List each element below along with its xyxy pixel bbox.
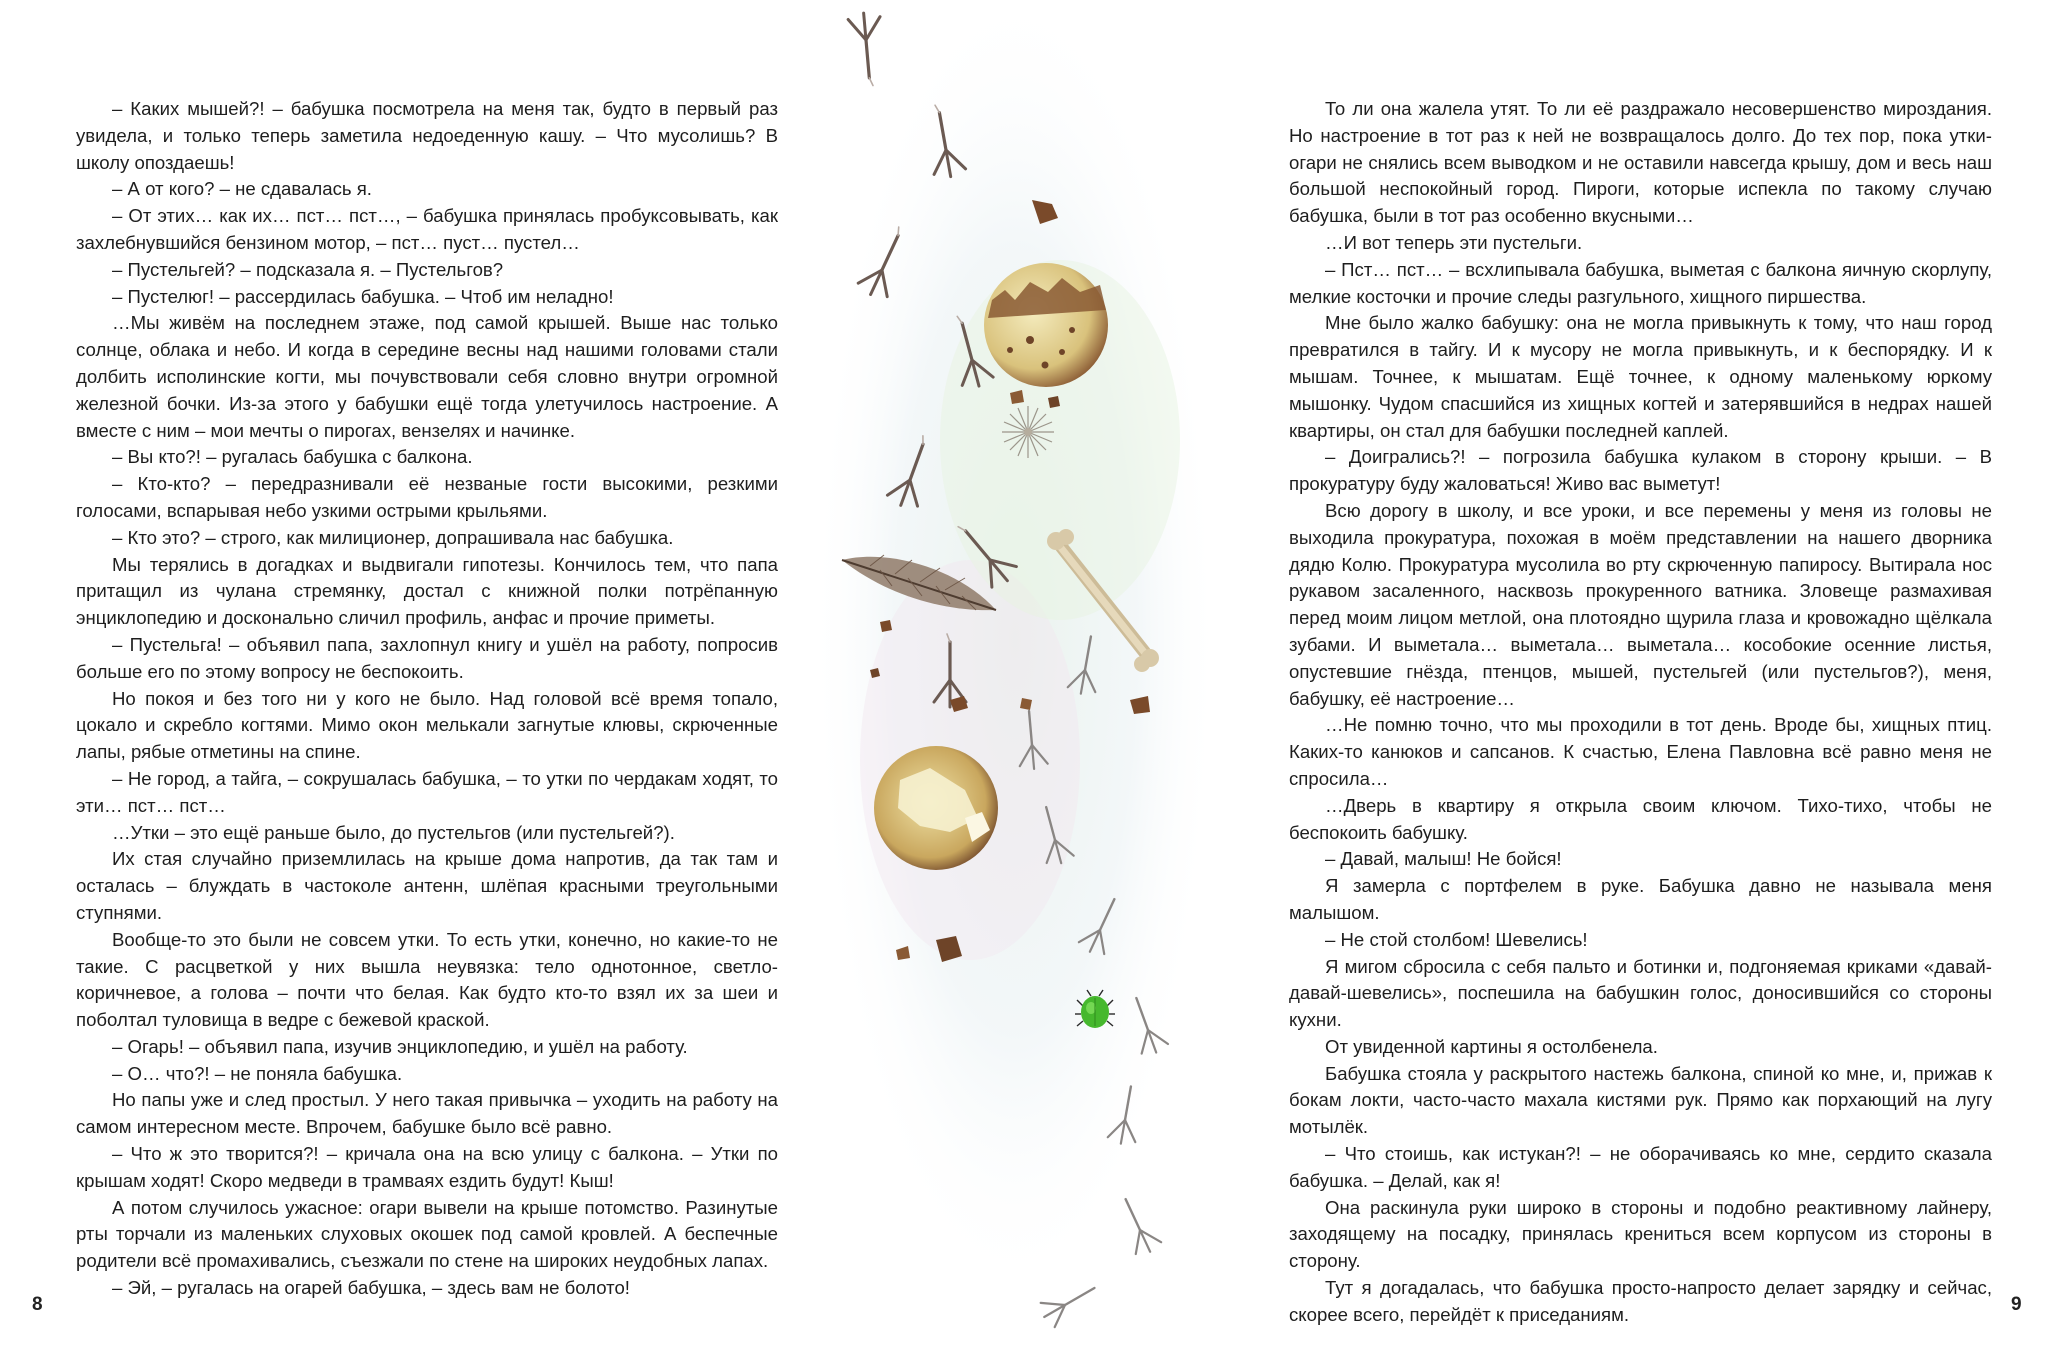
paragraph: – Пустелюг! – рассердилась бабушка. – Чтоб им неладно! [112,285,614,307]
paragraph: – Пустельга! – объявил папа, захлопнул книгу и ушёл на работу, попросив больше его по этому вопросу не беспокоить. [76,633,778,682]
paragraph: Но покоя и без того ни у кого не было. Над головой всё время топало, цокало и скребло когтями. Мимо окон мелькали загнутые клювы, скрюченные лапы, рябые отметины на спине. [76,687,778,763]
paragraph: – Огарь! – объявил папа, изучив энциклопедию, и ушёл на работу. [112,1035,688,1057]
illustration [800,0,1260,1351]
paragraph: – Давай, малыш! Не бойся! [1325,848,1562,870]
paragraph: – Что стоишь, как истукан?! – не оборачиваясь ко мне, сердито сказала бабушка. – Делай, как я! [1289,1143,1992,1191]
paragraph: – Кто-кто? – передразнивали её незваные гости высокими, резкими голосами, вспарывая небо узкими острыми крыльями. [76,473,778,521]
left-page-text [76,96,778,1302]
page-number-left: 8 [32,1294,43,1315]
paragraph: – Пустельгей? – подсказала я. – Пустельгов? [112,258,504,280]
paragraph: – От этих… как их… пст… пст…, – бабушка принялась пробуксовывать, как захлебнувшийся бензином мотор, – пст… пуст… пустел… [76,205,778,253]
page-number-right: 9 [2011,1294,2022,1315]
right-page-text [1289,96,1992,1329]
paragraph: …Утки – это ещё раньше было, до пустельгов (или пустельгей?). [112,821,675,843]
paragraph: Она раскинула руки широко в стороны и подобно реактивному лайнеру, заходящему на посадку, принялась крениться всем корпусом из стороны в сторону. [1289,1196,1992,1272]
paragraph: – О… что?! – не поняла бабушка. [112,1062,403,1084]
paragraph: …Дверь в квартиру я открыла своим ключом. Тихо-тихо, чтобы не беспокоить бабушку. [1289,794,1992,843]
paragraph: Их стая случайно приземлилась на крыше дома напротив, да так там и осталась – блуждать в частоколе антенн, шлёпая красными треугольными ступнями. [76,848,778,923]
paragraph: – Доигрались?! – погрозила бабушка кулаком в сторону крыши. – В прокуратуру буду жаловаться! Живо вас выметут! [1289,446,1992,495]
paragraph: – Не город, а тайга, – сокрушалась бабушка, – то утки по чердакам ходят, то эти… пст… пст… [76,767,778,816]
paragraph: А потом случилось ужасное: огари вывели на крыше потомство. Разинутые рты торчали из маленьких слуховых окошек под самой кровлей. А беспечные родители всё промахивались, съезжали по стене на широких неудобных лапах. [76,1196,778,1272]
paragraph: – Эй, – ругалась на огарей бабушка, – здесь вам не болото! [112,1277,630,1299]
paragraph: Вообще-то это были не совсем утки. То есть утки, конечно, но какие-то не такие. С расцветкой у них вышла неувязка: тело однотонное, светло-коричневое, а голова – почти что белая. Как будто кто-то взял их за шеи и поболтал туловища в ведре с бежевой краской. [76,928,778,1031]
paragraph: Тут я догадалась, что бабушка просто-напросто делает зарядку и сейчас, скорее всего, перейдёт к приседаниям. [1289,1277,1992,1325]
paragraph: …Мы живём на последнем этаже, под самой крышей. Выше нас только солнце, облака и небо. И когда в середине весны над нашими головами стали долбить исполинские когти, мы почувствовали себя словно внутри огромной железной бочки. Из-за этого у бабушки ещё тогда улетучилось настроение. А вместе с ним – мои мечты о пирогах, вензелях и начинке. [76,312,778,441]
paragraph: – Вы кто?! – ругалась бабушка с балкона. [112,446,473,468]
paragraph: – Кто это? – строго, как милиционер, допрашивала нас бабушка. [112,526,674,548]
paragraph: Всю дорогу в школу, и все уроки, и все перемены у меня из головы не выходила прокуратура, похожая в моём представлении на нашего дворника дядю Колю. Прокуратура мусолила во рту скрюченную папиросу. Вытирала нос рукавом засаленного, насквозь прокуренного ватника. Зловеще размахивая перед моим лицом метлой, она плотоядно щурила глаза и кровожадно щёлкала зубами. И выметала… выметала… выметала… кособокие осенние листья, опустевшие гнёзда, птенцов, мышей, пустельгей (или пустельгов?), меня, бабушку, её настроение… [1289,499,1992,709]
paragraph: – Каких мышей?! – бабушка посмотрела на меня так, будто в первый раз увидела, и только теперь заметила недоеденную кашу. – Что мусолишь? В школу опоздаешь! [76,98,778,173]
paragraph: Я замерла с портфелем в руке. Бабушка давно не называла меня малышом. [1289,875,1992,923]
paragraph: Я мигом сбросила с себя пальто и ботинки и, подгоняемая криками «давай-давай-шевелись», поспешила на бабушкин голос, доносившийся со стороны кухни. [1289,955,1992,1031]
paragraph: От увиденной картины я остолбенела. [1325,1035,1658,1057]
paragraph: Мы терялись в догадках и выдвигали гипотезы. Кончилось тем, что папа притащил из чулана стремянку, достал с книжной полки потрёпанную энциклопедию и досконально сличил профиль, анфас и прочие приметы. [76,553,778,629]
paragraph: То ли она жалела утят. То ли её раздражало несовершенство мироздания. Но настроение в тот раз к ней не возвращалось долго. До тех пор, пока утки-огари не снялись всем выводком и не оставили навсегда крышу, дом и весь наш большой неспокойный город. Пироги, которые испекла по такому случаю бабушка, были в тот раз особенно вкусными… [1289,98,1992,227]
paragraph: Мне было жалко бабушку: она не могла привыкнуть к тому, что наш город превратился в тайгу. И к мусору не могла привыкнуть, и к беспорядку. И к мышам. Точнее, к мышатам. Ещё точнее, к одному маленькому юркому мышонку. Чудом спасшийся из хищных когтей и затерявшийся в недрах нашей квартиры, он стал для бабушки последней каплей. [1289,312,1992,441]
paragraph: – А от кого? – не сдавалась я. [112,178,372,200]
paragraph: …И вот теперь эти пустельги. [1325,231,1583,253]
paragraph: Но папы уже и след простыл. У него такая привычка – уходить на работу на самом интересном месте. Впрочем, бабушке было всё равно. [76,1089,778,1138]
paragraph: – Пст… пст… – всхлипывала бабушка, выметая с балкона яичную скорлупу, мелкие косточки и прочие следы разгульного, хищного пиршества. [1289,258,1992,307]
paragraph: …Не помню точно, что мы проходили в тот день. Вроде бы, хищных птиц. Каких-то канюков и сапсанов. К счастью, Елена Павловна всё равно меня не спросила… [1289,714,1992,789]
paragraph: – Что ж это творится?! – кричала она на всю улицу с балкона. – Утки по крышам ходят! Скоро медведи в трамваях ездить будут! Кыш! [76,1143,778,1191]
paragraph: – Не стой столбом! Шевелись! [1325,928,1588,950]
paragraph: Бабушка стояла у раскрытого настежь балкона, спиной ко мне, и, прижав к бокам локти, часто-часто махала кистями рук. Прямо как порхающий на лугу мотылёк. [1289,1062,1992,1138]
